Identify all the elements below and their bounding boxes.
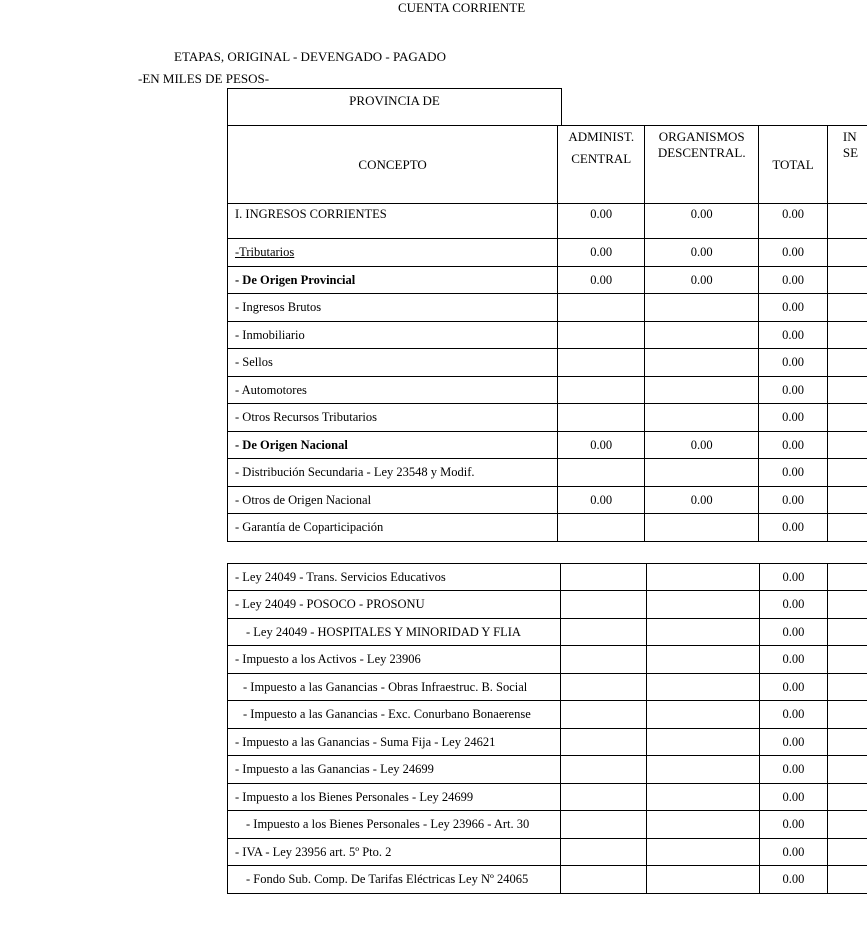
- row-label: - Sellos: [228, 349, 558, 377]
- extra-value: [828, 591, 867, 619]
- row-label: - IVA - Ley 23956 art. 5º Pto. 2: [228, 839, 561, 866]
- document-subtitle: ETAPAS, ORIGINAL - DEVENGADO - PAGADO: [174, 49, 446, 64]
- table-row: [228, 811, 867, 839]
- table-row: [228, 404, 867, 432]
- extra-value: [827, 349, 867, 377]
- table-row: [228, 432, 867, 459]
- table-row: [228, 239, 867, 267]
- total-value: 0.00: [759, 811, 828, 839]
- extra-value: [828, 701, 867, 729]
- org-value: [647, 839, 759, 866]
- admin-value: [561, 591, 647, 619]
- table-row: [228, 564, 867, 591]
- row-label: - Ley 24049 - Trans. Servicios Educativos: [228, 564, 561, 591]
- admin-value: [558, 514, 645, 542]
- admin-value: [558, 294, 645, 322]
- table-row: [228, 487, 867, 514]
- admin-value: [558, 459, 645, 487]
- extra-value: [828, 839, 867, 866]
- total-value: 0.00: [759, 729, 828, 756]
- total-value: 0.00: [759, 784, 828, 811]
- row-label: - Impuesto a las Ganancias - Ley 24699: [228, 756, 561, 784]
- extra-value: [827, 377, 867, 404]
- extra-value: [827, 487, 867, 514]
- row-label: - Fondo Sub. Comp. De Tarifas Eléctricas Ley Nº 24065: [228, 866, 561, 894]
- admin-value: [561, 619, 647, 646]
- org-value: 0.00: [645, 487, 759, 514]
- row-label: - Distribución Secundaria - Ley 23548 y Modif.: [228, 459, 558, 487]
- header-admin-central: ADMINIST. CENTRAL: [558, 126, 645, 204]
- org-value: [645, 322, 759, 349]
- org-value: [645, 514, 759, 542]
- extra-value: [828, 674, 867, 701]
- row-label: - Garantía de Coparticipación: [228, 514, 558, 542]
- row-label: - Impuesto a las Ganancias - Obras Infraestruc. B. Social: [228, 674, 561, 701]
- total-value: 0.00: [759, 459, 828, 487]
- total-value: 0.00: [759, 619, 828, 646]
- org-value: [645, 459, 759, 487]
- extra-value: [827, 204, 867, 239]
- admin-value: [561, 564, 647, 591]
- table-row: [228, 619, 867, 646]
- header-concepto: CONCEPTO: [228, 126, 558, 204]
- row-label: - De Origen Provincial: [228, 267, 558, 294]
- table-row: [228, 349, 867, 377]
- org-value: [647, 866, 759, 894]
- units-note: -EN MILES DE PESOS-: [138, 71, 270, 86]
- total-value: 0.00: [759, 204, 828, 239]
- total-value: 0.00: [759, 514, 828, 542]
- total-value: 0.00: [759, 701, 828, 729]
- table-row: [228, 784, 867, 811]
- row-label: - Impuesto a los Activos - Ley 23906: [228, 646, 561, 674]
- admin-value: [561, 729, 647, 756]
- header-extra: IN SE: [827, 126, 867, 204]
- secondary-table: [227, 563, 867, 894]
- org-value: [647, 729, 759, 756]
- total-value: 0.00: [759, 432, 828, 459]
- admin-value: [561, 756, 647, 784]
- extra-value: [828, 646, 867, 674]
- extra-value: [828, 619, 867, 646]
- admin-value: [561, 839, 647, 866]
- org-value: [647, 591, 759, 619]
- row-label: - Automotores: [228, 377, 558, 404]
- table-row: [228, 729, 867, 756]
- extra-value: [828, 811, 867, 839]
- table-row: [228, 294, 867, 322]
- org-value: [647, 646, 759, 674]
- total-value: 0.00: [759, 294, 828, 322]
- admin-value: 0.00: [558, 267, 645, 294]
- table-row: [228, 756, 867, 784]
- org-value: 0.00: [645, 204, 759, 239]
- row-label: - Otros de Origen Nacional: [228, 487, 558, 514]
- extra-value: [827, 459, 867, 487]
- org-value: [647, 784, 759, 811]
- table-row: [228, 701, 867, 729]
- table-row: [228, 646, 867, 674]
- org-value: 0.00: [645, 239, 759, 267]
- header-total: TOTAL: [759, 126, 828, 204]
- org-value: [647, 701, 759, 729]
- total-value: 0.00: [759, 756, 828, 784]
- extra-value: [828, 784, 867, 811]
- org-value: [647, 674, 759, 701]
- table-row: [228, 674, 867, 701]
- admin-value: [558, 322, 645, 349]
- total-value: 0.00: [759, 239, 828, 267]
- extra-value: [827, 322, 867, 349]
- total-value: 0.00: [759, 267, 828, 294]
- admin-value: [561, 811, 647, 839]
- extra-value: [827, 432, 867, 459]
- province-label: PROVINCIA DE: [349, 93, 440, 108]
- extra-value: [828, 756, 867, 784]
- table-row: [228, 322, 867, 349]
- province-header: [227, 88, 562, 126]
- total-value: 0.00: [759, 322, 828, 349]
- org-value: [647, 564, 759, 591]
- admin-value: [561, 701, 647, 729]
- admin-value: [558, 404, 645, 432]
- extra-value: [827, 239, 867, 267]
- main-table: [227, 125, 867, 542]
- row-label: - Impuesto a los Bienes Personales - Ley 23966 - Art. 30: [228, 811, 561, 839]
- org-value: [645, 294, 759, 322]
- row-label: - Ingresos Brutos: [228, 294, 558, 322]
- row-label: I. INGRESOS CORRIENTES: [228, 204, 558, 239]
- table-row: [228, 204, 867, 239]
- admin-value: [561, 646, 647, 674]
- org-value: [645, 404, 759, 432]
- total-value: 0.00: [759, 377, 828, 404]
- table-row: [228, 459, 867, 487]
- table-row: [228, 377, 867, 404]
- org-value: [645, 377, 759, 404]
- admin-value: 0.00: [558, 204, 645, 239]
- table-row: [228, 866, 867, 894]
- admin-value: [558, 377, 645, 404]
- extra-value: [828, 866, 867, 894]
- header-organismos: ORGANISMOS DESCENTRAL.: [645, 126, 759, 204]
- total-value: 0.00: [759, 674, 828, 701]
- extra-value: [827, 267, 867, 294]
- extra-value: [828, 564, 867, 591]
- row-label: - Impuesto a las Ganancias - Suma Fija - Ley 24621: [228, 729, 561, 756]
- row-label: - De Origen Nacional: [228, 432, 558, 459]
- table-row: [228, 591, 867, 619]
- extra-value: [828, 729, 867, 756]
- admin-value: [561, 674, 647, 701]
- admin-value: [558, 349, 645, 377]
- total-value: 0.00: [759, 564, 828, 591]
- org-value: [647, 811, 759, 839]
- total-value: 0.00: [759, 839, 828, 866]
- table-row: [228, 839, 867, 866]
- admin-value: 0.00: [558, 487, 645, 514]
- extra-value: [827, 294, 867, 322]
- total-value: 0.00: [759, 591, 828, 619]
- org-value: 0.00: [645, 267, 759, 294]
- admin-value: 0.00: [558, 432, 645, 459]
- org-value: [647, 756, 759, 784]
- table-row: [228, 267, 867, 294]
- org-value: 0.00: [645, 432, 759, 459]
- row-label: - Ley 24049 - POSOCO - PROSONU: [228, 591, 561, 619]
- extra-value: [827, 404, 867, 432]
- total-value: 0.00: [759, 646, 828, 674]
- column-header-row: [228, 126, 867, 204]
- org-value: [647, 619, 759, 646]
- total-value: 0.00: [759, 349, 828, 377]
- row-label: - Impuesto a los Bienes Personales - Ley 24699: [228, 784, 561, 811]
- row-label: - Otros Recursos Tributarios: [228, 404, 558, 432]
- row-label: - Ley 24049 - HOSPITALES Y MINORIDAD Y FLIA: [228, 619, 561, 646]
- extra-value: [827, 514, 867, 542]
- admin-value: [561, 784, 647, 811]
- row-label: - Inmobiliario: [228, 322, 558, 349]
- total-value: 0.00: [759, 866, 828, 894]
- admin-value: [561, 866, 647, 894]
- total-value: 0.00: [759, 487, 828, 514]
- page-title: CUENTA CORRIENTE: [398, 0, 526, 15]
- row-label: - Impuesto a las Ganancias - Exc. Conurbano Bonaerense: [228, 701, 561, 729]
- table-row: [228, 514, 867, 542]
- org-value: [645, 349, 759, 377]
- total-value: 0.00: [759, 404, 828, 432]
- row-label: -Tributarios: [228, 239, 558, 267]
- admin-value: 0.00: [558, 239, 645, 267]
